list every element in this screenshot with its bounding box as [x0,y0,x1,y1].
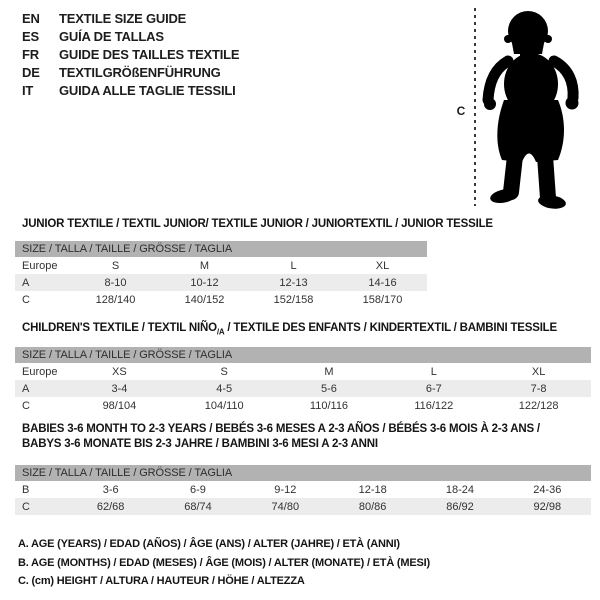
size-cell: S [220,365,228,378]
size-cell: 74/80 [242,498,329,515]
size-cell: 6-7 [381,380,486,397]
legend-footnotes [18,535,430,591]
size-cell: 4-5 [172,380,277,397]
size-cell: 98/104 [102,399,137,412]
junior-size-table [15,241,427,308]
row-label: Europe [22,259,58,272]
guide-title: GUÍA DE TALLAS [59,29,164,44]
row-label: Europe [22,365,58,378]
size-cell: L [430,365,437,378]
height-measure-dashed-line [474,8,476,206]
size-cell: 140/152 [184,293,225,306]
babies-size-table [15,465,591,515]
size-cell: L [290,259,297,272]
language-row [22,28,239,46]
junior-table-heading: JUNIOR TEXTILE / TEXTIL JUNIOR/ TEXTILE JUNIOR / JUNIORTEXTIL / JUNIOR TESSILE [22,218,493,230]
table-row [15,274,427,291]
footnote-age-months: B. AGE (MONTHS) / EDAD (MESES) / ÂGE (MOIS) / ALTER (MONATE) / ETÀ (MESI) [18,556,430,569]
size-cell: 7-8 [486,380,591,397]
size-cell: 92/98 [504,498,591,515]
language-code: EN [22,11,40,26]
children-size-table [15,347,591,414]
language-row [22,46,239,64]
size-cell: XL [375,259,390,272]
size-cell: 18-24 [445,483,475,496]
size-cell: 128/140 [95,293,136,306]
row-label: A [15,380,67,397]
size-cell: M [324,365,334,378]
guide-title: TEXTILE SIZE GUIDE [59,11,187,26]
table-row [15,380,591,397]
table-row [15,481,591,498]
size-cell: XL [531,365,546,378]
size-header-bar: SIZE / TALLA / TAILLE / GRÖSSE / TAGLIA [15,465,591,481]
size-cell: 152/158 [273,293,314,306]
size-cell: 68/74 [154,498,241,515]
size-cell: 3-4 [67,380,172,397]
language-title-list [22,10,239,100]
table-row [15,397,591,414]
size-cell: 3-6 [102,483,119,496]
size-cell: 8-10 [71,274,160,291]
size-cell: 5-6 [277,380,382,397]
table-row [15,291,427,308]
size-cell: 6-9 [190,483,206,496]
size-cell: 110/116 [309,399,349,412]
size-cell: 14-16 [338,274,427,291]
language-code: ES [22,29,39,44]
language-code: IT [22,83,34,98]
guide-title: TEXTILGRÖßENFÜHRUNG [59,65,221,80]
row-label: B [22,483,30,496]
size-cell: 80/86 [329,498,416,515]
footnote-height-cm: C. (cm) HEIGHT / ALTURA / HAUTEUR / HÖHE / ALTEZZA [18,575,305,587]
size-cell: XS [112,365,127,378]
size-cell: 12-18 [358,483,387,496]
footnote-age-years: A. AGE (YEARS) / EDAD (AÑOS) / ÂGE (ANS) / ALTER (JAHRE) / ETÀ (ANNI) [18,538,400,550]
language-code: FR [22,47,39,62]
guide-title: GUIDE DES TAILLES TEXTILE [59,47,240,62]
language-code: DE [22,65,40,80]
size-cell: 62/68 [67,498,154,515]
size-cell: 12-13 [249,274,338,291]
size-cell: S [111,259,120,272]
row-label: A [15,274,71,291]
size-header-bar: SIZE / TALLA / TAILLE / GRÖSSE / TAGLIA [15,241,427,257]
height-measure-label: C [456,104,466,118]
size-cell: 116/122 [414,399,454,412]
row-label: C [22,399,30,412]
size-cell: 122/128 [518,399,559,412]
language-row [22,82,239,100]
size-header-bar: SIZE / TALLA / TAILLE / GRÖSSE / TAGLIA [15,347,591,363]
guide-title: GUIDA ALLE TAGLIE TESSILI [59,83,236,98]
children-table-heading: CHILDREN'S TEXTILE / TEXTIL $NIÑO_{/A}$ / TEXTILE DES ENFANTS / KINDERTEXTIL / BAMBINI TESSILE [22,322,557,337]
table-row [15,257,427,274]
size-cell: 24-36 [533,483,562,496]
row-label: C [22,293,30,306]
table-row [15,363,591,380]
language-row [22,64,239,82]
row-label: C [15,498,67,515]
size-cell: 104/110 [204,399,244,412]
size-cell: 158/170 [362,293,403,306]
table-row [15,498,591,515]
size-cell: 10-12 [160,274,249,291]
size-cell: 9-12 [274,483,297,496]
size-cell: 86/92 [416,498,503,515]
language-row [22,10,239,28]
size-cell: M [199,259,210,272]
baby-silhouette-icon [482,8,588,208]
babies-table-heading: BABIES 3-6 MONTH TO 2-3 YEARS / BEBÉS 3-6 MESES A 2-3 AÑOS / BÉBÉS 3-6 MOIS À 2-3 ANS / BABYS 3-6 MONATE BIS 2-3 JAHRE / BAMBINI 3-6 MESI A 2-3 ANNI [22,423,540,450]
